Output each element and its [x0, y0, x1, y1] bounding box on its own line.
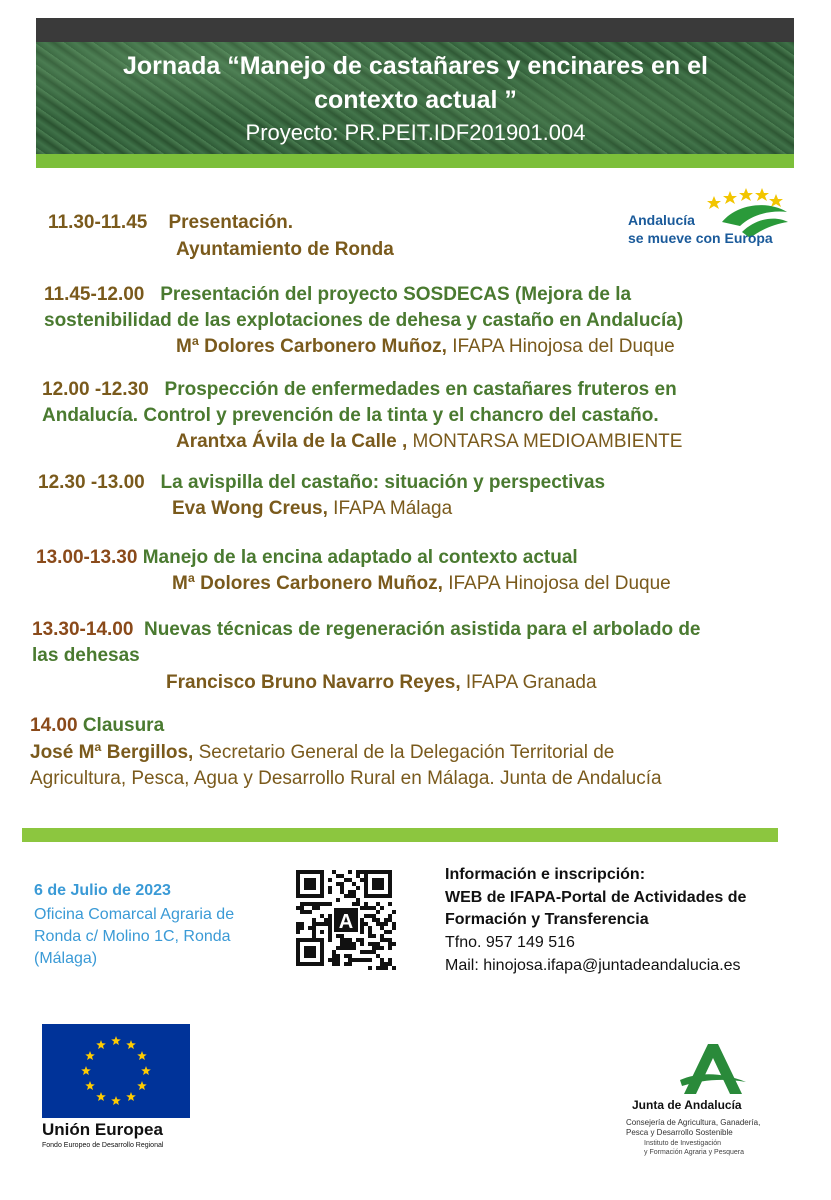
- header-bottom-bar: [36, 154, 794, 168]
- eu-logo-name: Unión Europea: [42, 1120, 163, 1139]
- program-time: 13.30-14.00: [32, 619, 134, 640]
- program-item: [32, 617, 701, 643]
- section-divider: [22, 828, 778, 842]
- junta-inst-line1: Instituto de Investigación: [644, 1140, 722, 1147]
- program-topic: La avispilla del castaño: situación y perspectivas: [160, 472, 606, 493]
- program-topic: Presentación del proyecto SOSDECAS (Mejora de la: [160, 284, 632, 305]
- program-topic: Clausura: [82, 715, 165, 736]
- program-item: [48, 210, 293, 236]
- program-item: [30, 713, 164, 739]
- program-item: [38, 470, 605, 496]
- program-speaker: José Mª Bergillos,: [30, 742, 194, 763]
- program-speaker: Arantxa Ávila de la Calle ,: [176, 431, 408, 452]
- header-top-bar: [36, 18, 794, 42]
- project-code: Proyecto: PR.PEIT.IDF201901.004: [245, 120, 586, 145]
- program-topic: Prospección de enfermedades en castañares fruteros en: [164, 379, 677, 400]
- svg-text:A: A: [338, 911, 354, 933]
- program-affiliation: IFAPA Granada: [460, 672, 597, 693]
- junta-logo: [618, 1038, 798, 1168]
- program-time: 12.00 -12.30: [42, 379, 149, 400]
- program-topic-cont: las dehesas: [32, 645, 140, 666]
- eu-flag-icon: [42, 1024, 190, 1118]
- junta-andalucia-emblem-icon: [618, 1038, 798, 1098]
- program-topic-cont: Andalucía. Control y prevención de la tinta y el chancro del castaño.: [42, 405, 659, 426]
- info-heading: Información e inscripción:: [445, 866, 646, 883]
- program-topic: Nuevas técnicas de regeneración asistida para el arbolado de: [143, 619, 701, 640]
- info-web-line1[interactable]: WEB de IFAPA-Portal de Actividades de: [445, 889, 747, 906]
- program-speaker: Mª Dolores Carbonero Muñoz,: [176, 336, 447, 357]
- info-mail[interactable]: Mail: hinojosa.ifapa@juntadeandalucia.es: [445, 957, 741, 974]
- page-title-line2: contexto actual ”: [314, 86, 517, 114]
- program-time: 12.30 -13.00: [38, 472, 145, 493]
- andalucia-europa-line1: Andalucía: [628, 212, 695, 228]
- andalucia-europa-line2: se mueve con Europa: [628, 230, 773, 246]
- program-topic-cont: sostenibilidad de las explotaciones de dehesa y castaño en Andalucía): [44, 310, 684, 331]
- junta-inst-line2: y Formación Agraria y Pesquera: [644, 1149, 744, 1156]
- program-affiliation-cont: Agricultura, Pesca, Agua y Desarrollo Rural en Málaga. Junta de Andalucía: [30, 768, 662, 789]
- eu-logo: [42, 1024, 232, 1154]
- program-item: [44, 282, 631, 308]
- program-topic: Manejo de la encina adaptado al contexto actual: [142, 547, 578, 568]
- info-web-line2[interactable]: Formación y Transferencia: [445, 911, 649, 928]
- andalucia-europa-logo: [622, 182, 792, 254]
- program-affiliation: Secretario General de la Delegación Territorial de: [193, 742, 615, 763]
- program-affiliation: MONTARSA MEDIOAMBIENTE: [407, 431, 683, 452]
- event-location-line2: Ronda c/ Molino 1C, Ronda: [34, 928, 231, 945]
- program-speaker: Francisco Bruno Navarro Reyes,: [166, 672, 461, 693]
- event-date: 6 de Julio de 2023: [34, 882, 171, 899]
- program-time: 14.00: [30, 715, 78, 736]
- program-speaker: Mª Dolores Carbonero Muñoz,: [172, 573, 443, 594]
- program-affiliation: IFAPA Hinojosa del Duque: [442, 573, 671, 594]
- program-topic: Presentación.: [168, 212, 294, 233]
- program-affiliation: IFAPA Málaga: [327, 498, 453, 519]
- junta-name: Junta de Andalucía: [632, 1098, 742, 1112]
- program-time: 13.00-13.30: [36, 547, 138, 568]
- program-speaker: Ayuntamiento de Ronda: [176, 239, 394, 260]
- event-location-line3: (Málaga): [34, 950, 98, 967]
- program-time: 11.30-11.45: [48, 212, 148, 233]
- eu-logo-fund: Fondo Europeo de Desarrollo Regional: [42, 1142, 164, 1149]
- program-speaker: Eva Wong Creus,: [172, 498, 328, 519]
- junta-dept-line2: Pesca y Desarrollo Sostenible: [626, 1128, 733, 1137]
- event-location-line1: Oficina Comarcal Agraria de: [34, 906, 235, 923]
- program-item: [36, 545, 578, 571]
- qr-code[interactable]: [296, 870, 396, 970]
- junta-dept-line1: Consejería de Agricultura, Ganadería,: [626, 1118, 761, 1127]
- program-affiliation: IFAPA Hinojosa del Duque: [446, 336, 675, 357]
- program-item: [42, 377, 677, 403]
- page-title-line1: Jornada “Manejo de castañares y encinares en el: [123, 52, 708, 80]
- program-time: 11.45-12.00: [44, 284, 145, 305]
- info-phone: Tfno. 957 149 516: [445, 934, 575, 951]
- qr-code-icon: [296, 870, 396, 970]
